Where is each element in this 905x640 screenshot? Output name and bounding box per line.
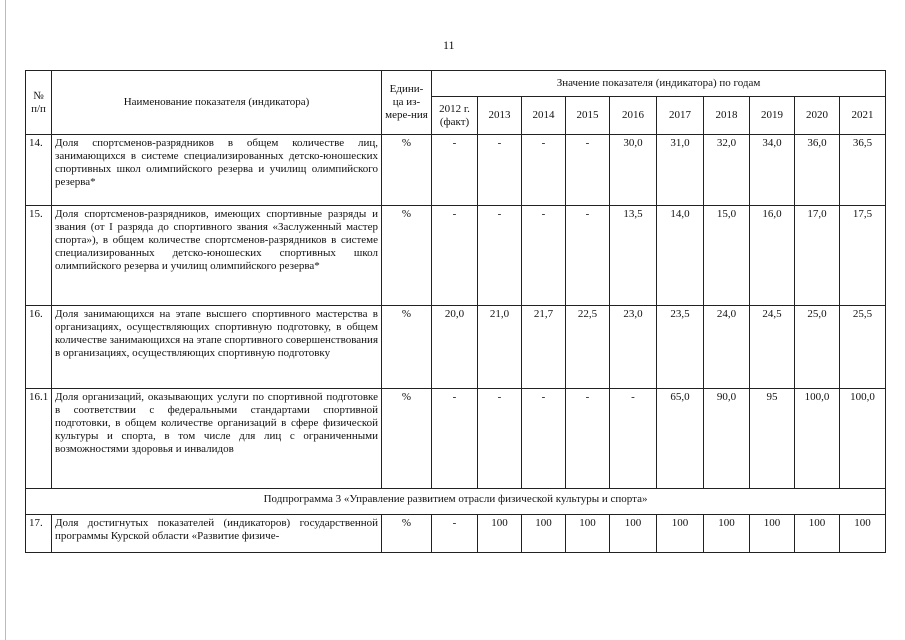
row-unit: % — [382, 135, 432, 206]
row-value: 22,5 — [566, 306, 610, 389]
header-year: 2016 — [610, 97, 657, 135]
subprogram-row — [26, 489, 886, 515]
table-row — [26, 515, 886, 553]
row-value: - — [566, 135, 610, 206]
row-unit: % — [382, 389, 432, 489]
row-value: 30,0 — [610, 135, 657, 206]
row-num: 17. — [26, 515, 52, 553]
row-value: 31,0 — [657, 135, 704, 206]
row-value: - — [522, 135, 566, 206]
table-row — [26, 206, 886, 306]
row-value: 17,0 — [795, 206, 840, 306]
header-year: 2015 — [566, 97, 610, 135]
subprogram-title: Подпрограмма 3 «Управление развитием отрасли физической культуры и спорта» — [26, 489, 886, 515]
row-value: 14,0 — [657, 206, 704, 306]
row-value: 100 — [566, 515, 610, 553]
row-value: 100 — [478, 515, 522, 553]
row-value: 65,0 — [657, 389, 704, 489]
row-value: 100,0 — [795, 389, 840, 489]
row-value: 24,5 — [750, 306, 795, 389]
row-value: 13,5 — [610, 206, 657, 306]
row-value: 34,0 — [750, 135, 795, 206]
page-left-edge — [5, 0, 6, 640]
page-number: 11 — [443, 38, 455, 52]
row-name: Доля организаций, оказывающих услуги по спортивной подготовке в соответствии с федеральными стандартами спортивной подготовки, в общем количестве организаций в сфере физической культуры и спорта, в том числе для лиц с ограниченными возможностями здоровья и инвалидов — [52, 389, 382, 489]
row-value: 25,5 — [840, 306, 886, 389]
table-row — [26, 389, 886, 489]
row-name: Доля достигнутых показателей (индикаторов) государственной программы Курской области «Развитие физиче- — [52, 515, 382, 553]
row-value: 100 — [750, 515, 795, 553]
row-value: - — [432, 515, 478, 553]
row-value: 25,0 — [795, 306, 840, 389]
row-value: - — [432, 206, 478, 306]
table-row — [26, 306, 886, 389]
row-value: - — [610, 389, 657, 489]
row-value: 36,0 — [795, 135, 840, 206]
row-value: 100 — [704, 515, 750, 553]
row-value: 90,0 — [704, 389, 750, 489]
row-value: 32,0 — [704, 135, 750, 206]
row-value: 100 — [610, 515, 657, 553]
header-num: № п/п — [26, 71, 52, 135]
row-value: - — [566, 389, 610, 489]
row-value: 16,0 — [750, 206, 795, 306]
row-value: 23,0 — [610, 306, 657, 389]
header-year: 2017 — [657, 97, 704, 135]
row-value: 95 — [750, 389, 795, 489]
header-year: 2014 — [522, 97, 566, 135]
row-value: 21,0 — [478, 306, 522, 389]
header-name: Наименование показателя (индикатора) — [52, 71, 382, 135]
row-value: 36,5 — [840, 135, 886, 206]
row-unit: % — [382, 306, 432, 389]
row-name: Доля спортсменов-разрядников в общем количестве лиц, занимающихся в системе специализированных детско-юношеских спортивных школ олимпийского резерва и училищ олимпийского резерва* — [52, 135, 382, 206]
row-unit: % — [382, 515, 432, 553]
header-year: 2019 — [750, 97, 795, 135]
header-year: 2021 — [840, 97, 886, 135]
row-value: 100 — [840, 515, 886, 553]
header-values: Значение показателя (индикатора) по годам — [432, 71, 886, 97]
row-value: 17,5 — [840, 206, 886, 306]
header-year: 2018 — [704, 97, 750, 135]
row-name: Доля спортсменов-разрядников, имеющих спортивные разряды и звания (от I разряда до спортивного звания «Заслуженный мастер спорта»), в общем количестве спортсменов-разрядников в системе специализированных детско-юношеских спортивных школ олимпийского резерва и училищ олимпийского резерва* — [52, 206, 382, 306]
row-value: - — [478, 389, 522, 489]
row-value: 24,0 — [704, 306, 750, 389]
row-value: 21,7 — [522, 306, 566, 389]
row-value: - — [522, 206, 566, 306]
row-num: 15. — [26, 206, 52, 306]
row-unit: % — [382, 206, 432, 306]
row-value: 100 — [522, 515, 566, 553]
row-value: 20,0 — [432, 306, 478, 389]
row-value: - — [478, 206, 522, 306]
row-value: - — [566, 206, 610, 306]
row-value: - — [478, 135, 522, 206]
header-year: 2020 — [795, 97, 840, 135]
row-value: 100 — [657, 515, 704, 553]
row-value: 23,5 — [657, 306, 704, 389]
header-year: 2012 г. (факт) — [432, 97, 478, 135]
header-row-1 — [26, 71, 886, 97]
header-year: 2013 — [478, 97, 522, 135]
row-num: 16.1 — [26, 389, 52, 489]
table-row — [26, 135, 886, 206]
header-unit: Едини-ца из-мере-ния — [382, 71, 432, 135]
row-value: - — [522, 389, 566, 489]
row-name: Доля занимающихся на этапе высшего спортивного мастерства в организациях, осуществляющих спортивную подготовку, в общем количестве занимающихся на этапе спортивного совершенствования в организациях, осуществляющих спортивную подготовку — [52, 306, 382, 389]
row-value: - — [432, 389, 478, 489]
row-num: 16. — [26, 306, 52, 389]
row-value: 100 — [795, 515, 840, 553]
row-num: 14. — [26, 135, 52, 206]
row-value: 100,0 — [840, 389, 886, 489]
indicators-table — [25, 70, 886, 553]
row-value: - — [432, 135, 478, 206]
row-value: 15,0 — [704, 206, 750, 306]
